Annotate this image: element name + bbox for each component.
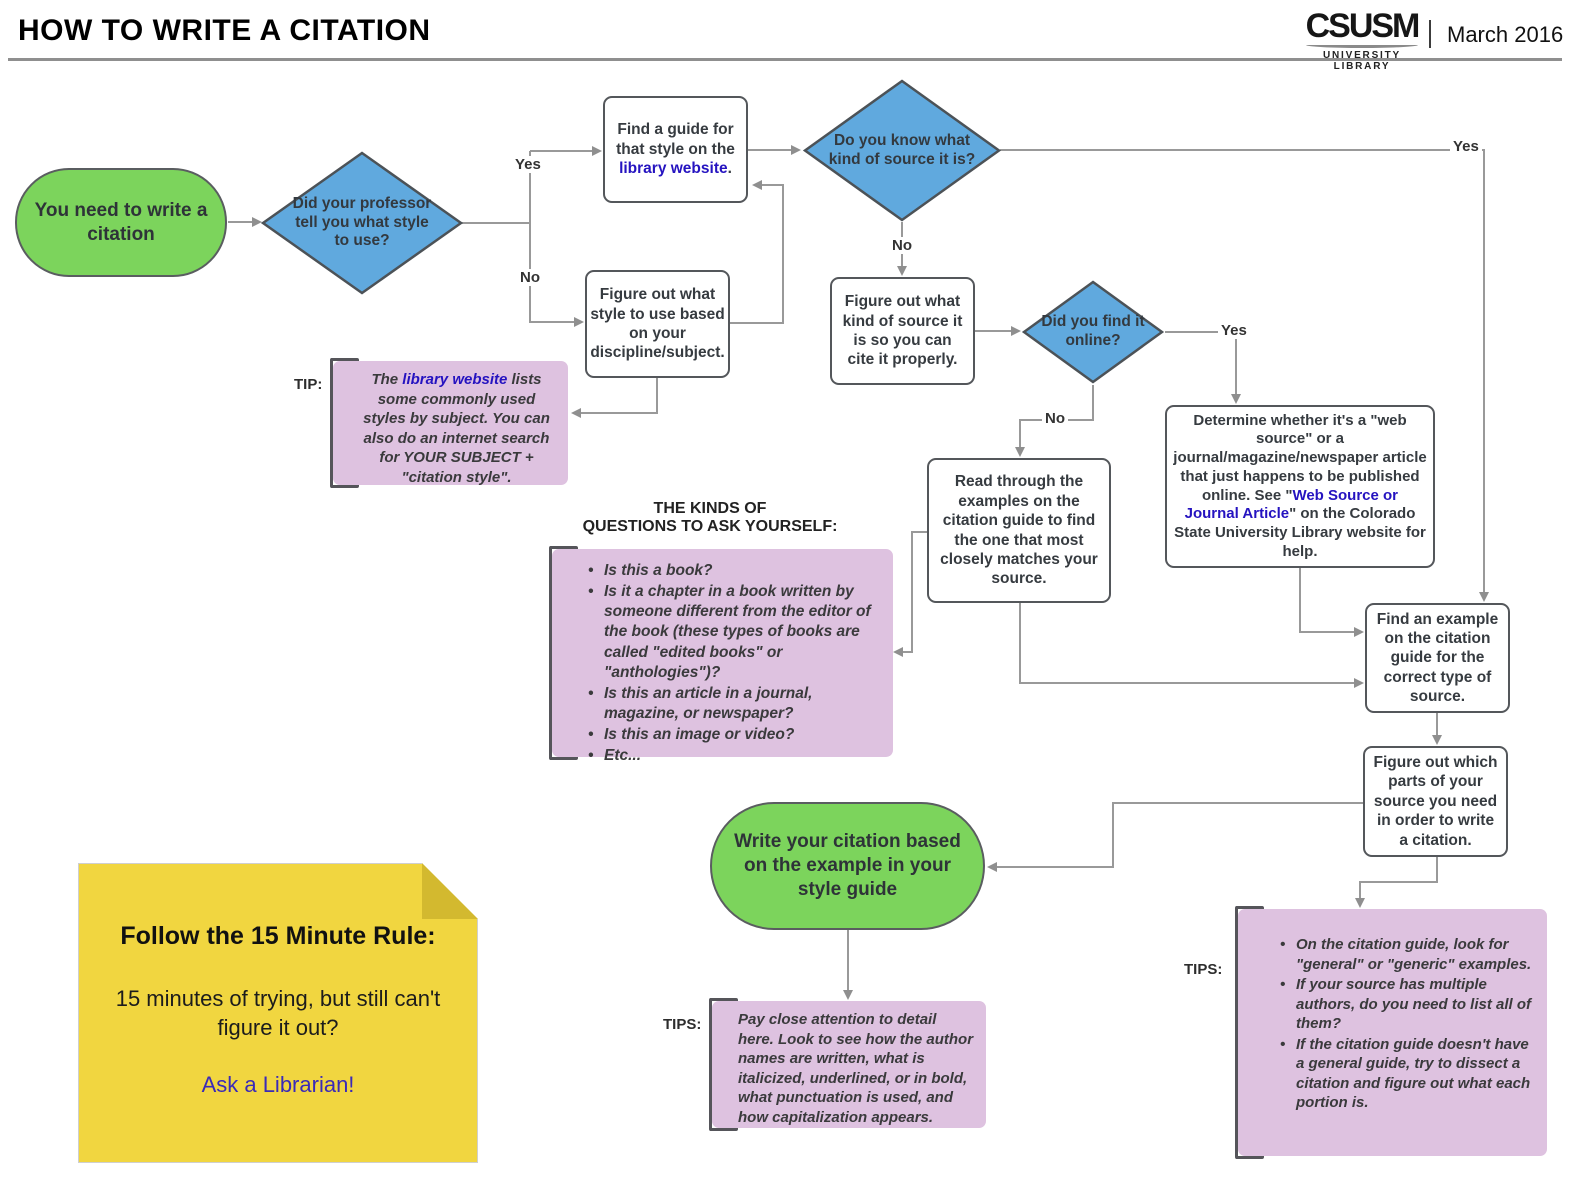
connector [1299, 631, 1355, 633]
determine-text-end: " on the Colorado State University Library website for help. [1174, 505, 1426, 560]
decision-found-online-label: Did you find it online? [1041, 313, 1145, 349]
label-no-online: No [1042, 410, 1068, 427]
connector [530, 150, 592, 152]
sticky-body: 15 minutes of trying, but still can't figure it out? [115, 986, 441, 1040]
web-source-or-journal-article-link[interactable]: Web Source or Journal Article [1184, 486, 1399, 523]
connector [911, 531, 913, 651]
note-questions [552, 549, 893, 765]
label-no-professor: No [517, 269, 543, 286]
process-read-examples-label: Read through the examples on the citation guide to find the one that most closely matches your source. [940, 473, 1098, 588]
process-determine-source [1165, 405, 1435, 568]
decision-know-source [802, 78, 1002, 223]
tip-label: TIP: [294, 376, 323, 393]
determine-text: Determine whether it's a "web source" or a journal/magazine/newspaper article that just happens to be published online. See " [1173, 411, 1427, 504]
header-date: March 2016 [1447, 22, 1564, 47]
connector [529, 151, 531, 323]
connector [1092, 385, 1094, 421]
connector [1360, 881, 1438, 883]
connector [1000, 149, 1485, 151]
csusm-logo [1302, 8, 1422, 72]
csusm-logo-text: CSUSM [1305, 7, 1419, 45]
connector [462, 222, 530, 224]
page-title: HOW TO WRITE A CITATION [18, 14, 431, 47]
arrowhead [1432, 735, 1442, 745]
tip-item: • If your source has multiple authors, do you need to list all of them? [1274, 975, 1537, 1034]
arrowhead [1015, 447, 1025, 457]
library-website-link[interactable]: library website [619, 160, 728, 178]
tip-item: • If the citation guide doesn't have a general guide, try to dissect a citation and figure out what each portion is. [1274, 1035, 1537, 1113]
arrowhead [1354, 627, 1364, 637]
connector [782, 185, 784, 324]
connector [581, 412, 658, 414]
question-item: • Etc... [582, 746, 883, 766]
tips-left-label: TIPS: [663, 1016, 702, 1033]
process-figure-kind [830, 277, 975, 385]
questions-heading-line1: THE KINDS OF [653, 500, 767, 517]
process-determine-source-label [1173, 412, 1427, 562]
connector [1112, 802, 1114, 867]
connector [762, 184, 784, 186]
arrowhead [752, 180, 762, 190]
csusm-logo-subtext: UNIVERSITY LIBRARY [1322, 50, 1401, 72]
label-no-know-source: No [889, 237, 915, 254]
start-node-label: You need to write a citation [34, 199, 208, 245]
question-item: • Is it a chapter in a book written by someone different from the editor of the book (these types of books are called "edited books" or "anthologies")? [582, 582, 883, 683]
note-tips-detail [712, 1001, 986, 1128]
connector [903, 651, 913, 653]
arrowhead [571, 408, 581, 418]
process-figure-style-label: Figure out what style to use based on your discipline/subject. [590, 286, 725, 362]
process-figure-kind-label: Figure out what kind of source it is so you can cite it properly. [842, 293, 963, 369]
end-node-label: Write your citation based on the example in your style guide [734, 831, 961, 900]
connector [996, 866, 1114, 868]
find-guide-text: Find a guide for that style on the [616, 121, 735, 158]
tip1-text-end: lists some commonly used styles by subject. You can also do an internet search for YOUR SUBJECT + "citation style". [363, 371, 550, 486]
question-item: • Is this an article in a journal, magazine, or newspaper? [582, 684, 883, 724]
connector [1019, 419, 1021, 449]
process-read-examples [927, 458, 1111, 603]
arrowhead [1011, 326, 1021, 336]
connector [912, 531, 927, 533]
header-pipe-divider [1429, 20, 1431, 48]
decision-professor-style-label: Did your professor tell you what style to use? [292, 194, 432, 250]
sticky-note-15-minute-rule [78, 863, 478, 1163]
arrowhead [843, 990, 853, 1000]
process-find-guide-label [611, 120, 740, 178]
process-figure-parts [1363, 746, 1508, 857]
question-item: • Is this an image or video? [582, 725, 883, 745]
arrowhead [791, 145, 801, 155]
tip-item: • On the citation guide, look for "general" or "generic" examples. [1274, 935, 1537, 974]
process-find-guide [603, 96, 748, 203]
arrowhead [1354, 678, 1364, 688]
connector [1113, 802, 1363, 804]
library-website-link-2[interactable]: library website [402, 371, 508, 388]
connector [730, 322, 784, 324]
note-tips-detail-text: Pay close attention to detail here. Look to see how the author names are written, what is italicized, underlined, or in bold, what punctuation is used, and how capitalization appears. [738, 1011, 974, 1126]
connector [530, 321, 575, 323]
label-yes-know-source: Yes [1450, 138, 1482, 155]
label-yes-professor: Yes [512, 156, 544, 173]
note-tip-styles-text [333, 361, 568, 495]
arrowhead [1479, 592, 1489, 602]
connector [1483, 149, 1485, 593]
note-tips-general [1238, 909, 1547, 1156]
arrowhead [893, 647, 903, 657]
questions-list [582, 561, 883, 766]
sticky-fold-corner [422, 863, 478, 919]
start-node [15, 168, 227, 277]
connector [1299, 568, 1301, 632]
connector [975, 330, 1013, 332]
process-figure-style [585, 270, 730, 378]
note-tip-styles [333, 361, 568, 485]
arrowhead [574, 317, 584, 327]
arrowhead [592, 146, 602, 156]
decision-professor-style [260, 150, 464, 296]
tips-list [1274, 935, 1537, 1113]
questions-heading-line2: QUESTIONS TO ASK YOURSELF: [582, 518, 838, 536]
arrowhead [897, 266, 907, 276]
connector [1235, 331, 1237, 395]
decision-found-online [1021, 279, 1165, 385]
connector [847, 930, 849, 992]
question-item: • Is this a book? [582, 561, 883, 581]
arrowhead [987, 862, 997, 872]
tip1-text: The [371, 371, 403, 388]
connector [1436, 857, 1438, 883]
end-node [710, 802, 985, 930]
process-find-example [1365, 603, 1510, 713]
connector [1019, 682, 1355, 684]
connector [656, 378, 658, 414]
questions-heading [545, 500, 875, 537]
decision-know-source-label: Do you know what kind of source it is? [828, 131, 976, 168]
connector [748, 149, 792, 151]
arrowhead [1231, 394, 1241, 404]
process-find-example-label: Find an example on the citation guide for the correct type of source. [1376, 610, 1499, 706]
process-figure-parts-label: Figure out which parts of your source you need in order to write a citation. [1373, 754, 1498, 849]
find-guide-text-end: . [727, 160, 732, 178]
ask-a-librarian-link[interactable]: Ask a Librarian! [201, 1072, 355, 1098]
arrowhead [1355, 898, 1365, 908]
connector [1019, 603, 1021, 683]
label-yes-online: Yes [1218, 322, 1250, 339]
tips-right-label: TIPS: [1184, 961, 1223, 978]
sticky-title: Follow the 15 Minute Rule: [120, 922, 436, 950]
connector [228, 221, 254, 223]
